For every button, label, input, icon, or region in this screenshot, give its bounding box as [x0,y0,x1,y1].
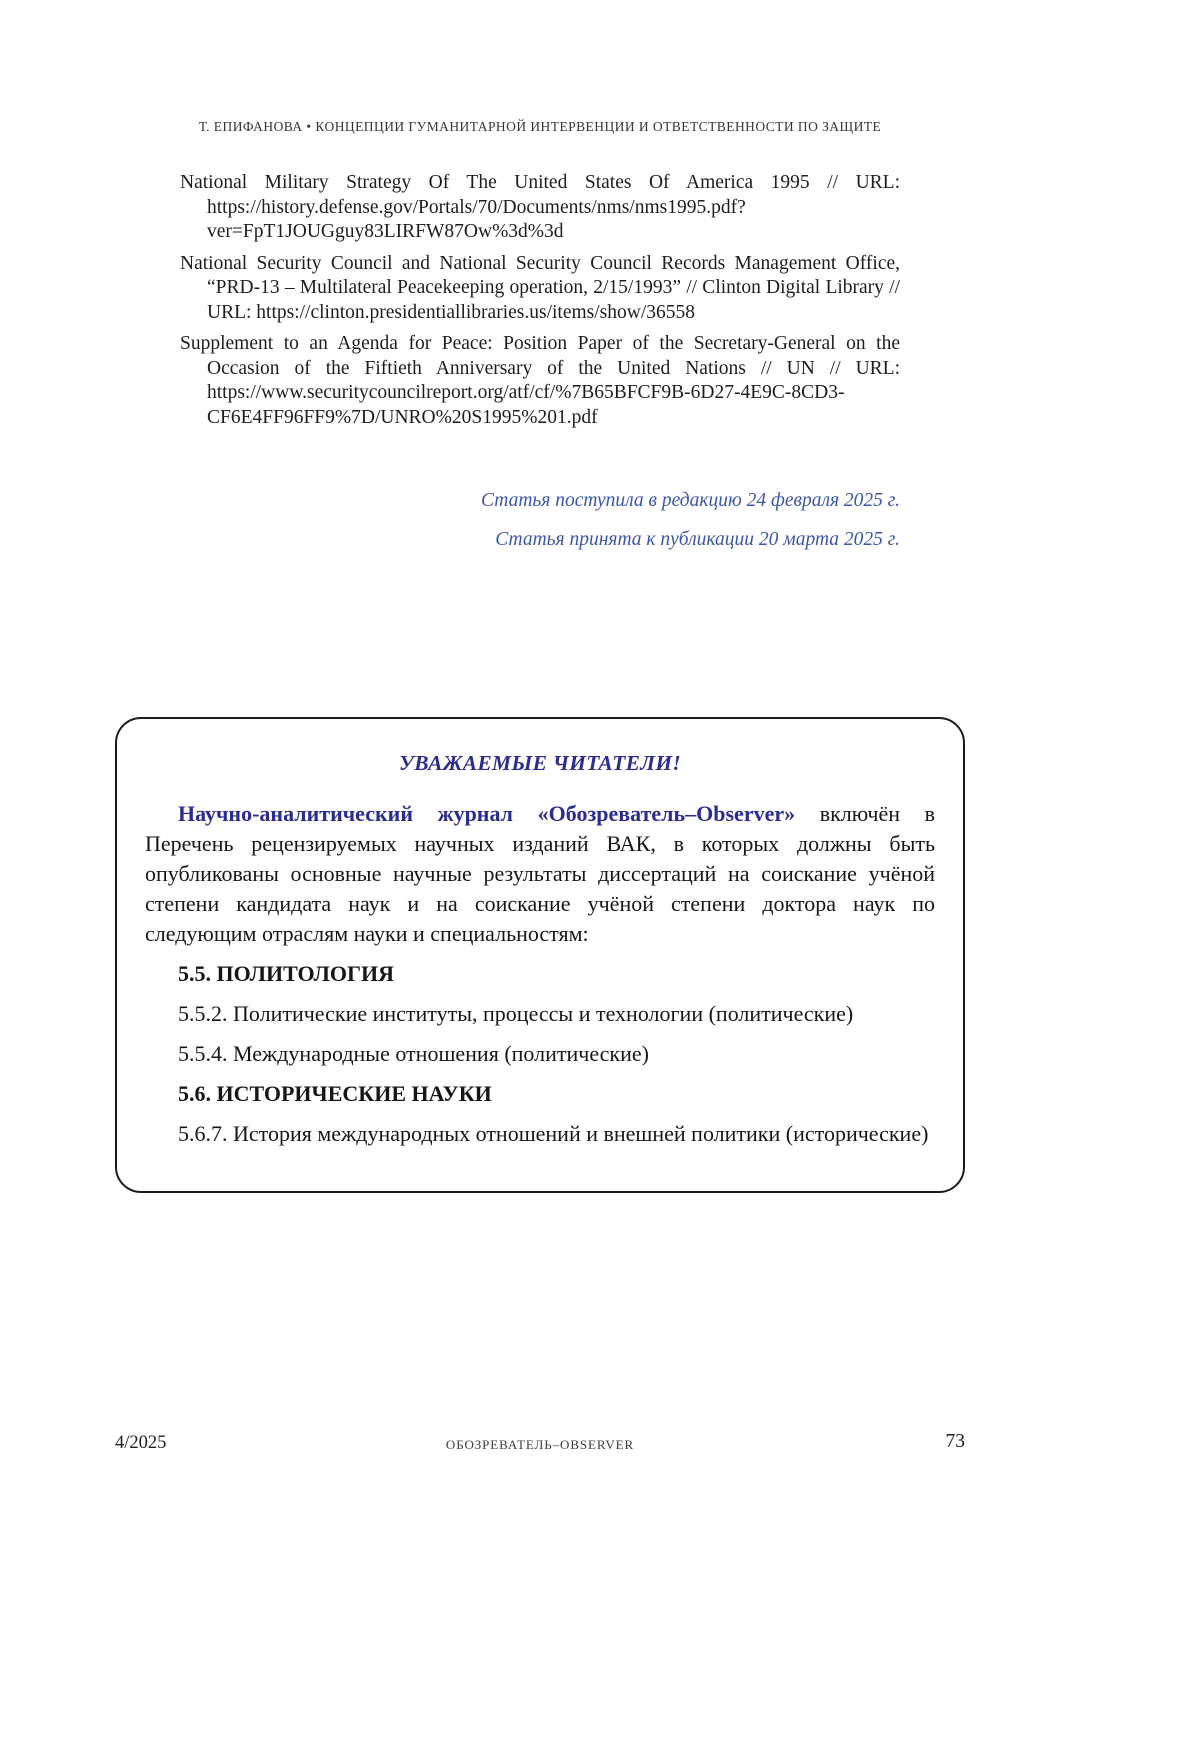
running-head: Т. ЕПИФАНОВА • КОНЦЕПЦИИ ГУМАНИТАРНОЙ ИНТЕРВЕНЦИИ И ОТВЕТСТВЕННОСТИ ПО ЗАЩИТЕ [198,119,882,134]
readers-notice-box [115,717,965,1193]
notice-intro-text: включён в Перечень рецензируемых научных изданий ВАК, в которых должны быть опубликованы основные научные результаты диссертаций на соискание учёной степени кандидата наук и на соискание учёной степени доктора наук по следующим отраслям науки и специальностям: [145,801,935,946]
references-list [115,171,965,430]
footer-page-number: 73 [945,1431,965,1452]
notice-title: УВАЖАЕМЫЕ ЧИТАТЕЛИ! [398,751,682,775]
section-heading-politology: 5.5. ПОЛИТОЛОГИЯ [178,961,395,986]
date-received: Статья поступила в редакцию 24 февраля 2025 г. [480,490,900,511]
notice-intro [145,799,935,949]
footer-journal-name: ОБОЗРЕВАТЕЛЬ–OBSERVER [445,1437,635,1452]
footer-issue-number: 4/2025 [115,1433,167,1453]
reference-entry: National Military Strategy Of The United States Of America 1995 // URL: https://history.defense.gov/Portals/70/Documents/nms/nms1995.pdf?ver=FpT1JOUGguy83LIRFW87Ow%3d%3d [180,172,900,242]
page-footer [115,1431,965,1459]
journal-name-bold: Научно-аналитический журнал «Обозреватель–Observer» [178,801,796,826]
submission-dates [115,490,965,551]
section-heading-history: 5.6. ИСТОРИЧЕСКИЕ НАУКИ [178,1081,492,1106]
reference-entry: National Security Council and National Security Council Records Management Office, “PRD-13 – Multilateral Peacekeeping operation, 2/15/1993” // Clinton Digital Library // URL: https://clinton.presidentiallibraries.us/items/show/36558 [180,252,900,323]
specialty-item: 5.6.7. История международных отношений и внешней политики (исторические) [178,1121,929,1146]
reference-entry: Supplement to an Agenda for Peace: Position Paper of the Secretary-General on the Occasion of the Fiftieth Anniversary of the United Nations // UN // URL: https://www.securitycouncilreport.org/atf/cf/%7B65BFCF9B-6D27-4E9C-8CD3-CF6E4FF96FF9%7D/UNRO%20S1995%201.pdf [180,333,900,428]
date-accepted: Статья принята к публикации 20 марта 2025 г. [495,529,900,550]
page-content [115,0,965,1193]
specialty-item: 5.5.4. Международные отношения (политические) [178,1041,649,1066]
specialty-item: 5.5.2. Политические институты, процессы и технологии (политические) [178,1001,854,1026]
